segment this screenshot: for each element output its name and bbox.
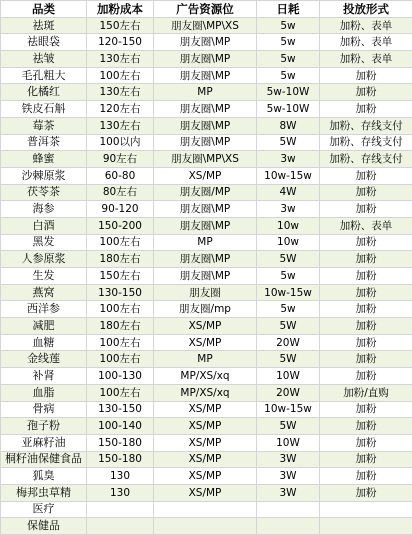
category-cell[interactable]: 西洋参 [1,301,87,318]
fan-cost-cell[interactable]: 100以内 [87,134,154,151]
category-cell[interactable]: 祛眼袋 [1,34,87,51]
ad-placement-cell[interactable]: XS/MP [154,434,257,451]
delivery-format-cell[interactable]: 加粉 [320,468,412,485]
table-body [1,17,412,534]
table-row [1,34,412,51]
table-row [1,484,412,501]
table-row [1,151,412,168]
delivery-format-cell[interactable]: 加粉 [320,318,412,335]
fan-cost-cell[interactable]: 150左右 [87,268,154,285]
daily-spend-cell[interactable]: 5w [257,67,320,84]
ad-placement-cell[interactable]: MP [154,234,257,251]
daily-spend-cell[interactable]: 5w-10W [257,101,320,118]
daily-spend-cell[interactable]: 3w [257,201,320,218]
delivery-format-cell[interactable]: 加粉 [320,418,412,435]
ad-placement-cell[interactable]: 朋友圈\MP [154,134,257,151]
ad-placement-cell[interactable]: 朋友圈\MP [154,51,257,68]
daily-spend-cell[interactable]: 3W [257,484,320,501]
ad-placement-cell[interactable]: XS/MP [154,401,257,418]
table-row [1,201,412,218]
category-cell[interactable]: 保健品 [1,518,87,535]
ad-placement-cell[interactable]: MP/XS/xq [154,384,257,401]
delivery-format-cell[interactable]: 加粉 [320,184,412,201]
fan-cost-cell[interactable]: 130左右 [87,51,154,68]
ad-placement-cell[interactable] [154,501,257,518]
ad-placement-cell[interactable]: 朋友圈\MP [154,251,257,268]
category-cell[interactable]: 祛皱 [1,51,87,68]
ad-placement-cell[interactable]: MP [154,84,257,101]
header-delivery-format[interactable]: 投放形式 [320,1,412,18]
daily-spend-cell[interactable]: 20W [257,334,320,351]
delivery-format-cell[interactable]: 加粉 [320,67,412,84]
table-row [1,301,412,318]
category-cell[interactable]: 补肾 [1,368,87,385]
daily-spend-cell[interactable]: 5W [257,251,320,268]
category-cell[interactable]: 血脂 [1,384,87,401]
daily-spend-cell[interactable]: 10W [257,368,320,385]
table-row [1,518,412,535]
delivery-format-cell[interactable]: 加粉 [320,284,412,301]
table-row [1,501,412,518]
daily-spend-cell[interactable]: 20W [257,384,320,401]
category-cell[interactable]: 人参原浆 [1,251,87,268]
daily-spend-cell[interactable]: 5w [257,268,320,285]
delivery-format-cell[interactable]: 加粉 [320,451,412,468]
table-row [1,17,412,34]
category-cell[interactable]: 骨病 [1,401,87,418]
delivery-format-cell[interactable]: 加粉、表单 [320,217,412,234]
table-row [1,117,412,134]
fan-cost-cell[interactable]: 180左右 [87,251,154,268]
fan-cost-cell[interactable]: 130 [87,484,154,501]
delivery-format-cell[interactable]: 加粉、表单 [320,34,412,51]
ad-placement-cell[interactable]: 朋友圈\MP [154,34,257,51]
delivery-format-cell[interactable]: 加粉 [320,84,412,101]
table-row [1,217,412,234]
delivery-format-cell[interactable]: 加粉 [320,368,412,385]
daily-spend-cell[interactable]: 4W [257,184,320,201]
ad-placement-cell[interactable]: XS/MP [154,318,257,335]
daily-spend-cell[interactable]: 3w [257,151,320,168]
ad-placement-cell[interactable]: 朋友圈 [154,284,257,301]
table-row [1,318,412,335]
fan-cost-cell[interactable] [87,501,154,518]
daily-spend-cell[interactable]: 8W [257,117,320,134]
fan-cost-cell[interactable]: 60-80 [87,167,154,184]
fan-cost-cell[interactable]: 100左右 [87,234,154,251]
ad-placement-cell[interactable]: 朋友圈\MP\XS [154,151,257,168]
delivery-format-cell[interactable] [320,518,412,535]
daily-spend-cell[interactable]: 10W [257,434,320,451]
category-cell[interactable]: 白酒 [1,217,87,234]
table-row [1,384,412,401]
daily-spend-cell[interactable]: 5W [257,318,320,335]
header-ad-placement[interactable]: 广告资源位 [154,1,257,18]
table-row [1,101,412,118]
delivery-format-cell[interactable]: 加粉 [320,201,412,218]
fan-cost-cell[interactable]: 130左右 [87,117,154,134]
ad-placement-cell[interactable]: 朋友圈/MP [154,184,257,201]
category-cell[interactable]: 狐臭 [1,468,87,485]
table-row [1,468,412,485]
table-row [1,251,412,268]
ad-placement-cell[interactable]: XS/MP [154,451,257,468]
delivery-format-cell[interactable]: 加粉、表单 [320,51,412,68]
fan-cost-cell[interactable]: 100-130 [87,368,154,385]
table-row [1,184,412,201]
delivery-format-cell[interactable]: 加粉 [320,301,412,318]
ad-placement-cell[interactable]: 朋友圈\MP [154,268,257,285]
fan-cost-cell[interactable]: 130-150 [87,284,154,301]
table-row [1,284,412,301]
fan-cost-cell[interactable]: 150左右 [87,17,154,34]
ad-placement-cell[interactable]: 朋友圈\MP [154,101,257,118]
delivery-format-cell[interactable]: 加粉/直购 [320,384,412,401]
fan-cost-cell[interactable]: 100左右 [87,301,154,318]
delivery-format-cell[interactable]: 加粉 [320,234,412,251]
header-row [1,1,412,18]
delivery-format-cell[interactable]: 加粉、存线支付 [320,117,412,134]
daily-spend-cell[interactable] [257,501,320,518]
category-cell[interactable]: 孢子粉 [1,418,87,435]
category-cell[interactable]: 茯苓茶 [1,184,87,201]
table-row [1,268,412,285]
delivery-format-cell[interactable]: 加粉 [320,484,412,501]
category-cell[interactable]: 燕窝 [1,284,87,301]
table-row [1,401,412,418]
daily-spend-cell[interactable]: 5w [257,51,320,68]
daily-spend-cell[interactable]: 5W [257,418,320,435]
daily-spend-cell[interactable]: 3W [257,451,320,468]
ad-placement-cell[interactable]: XS/MP [154,484,257,501]
delivery-format-cell[interactable]: 加粉 [320,268,412,285]
delivery-format-cell[interactable]: 加粉 [320,434,412,451]
table-row [1,434,412,451]
fan-cost-cell[interactable]: 130左右 [87,84,154,101]
table-row [1,167,412,184]
fan-cost-cell[interactable]: 100左右 [87,67,154,84]
ad-placement-cell[interactable]: XS/MP [154,167,257,184]
table-row [1,234,412,251]
fan-cost-cell[interactable]: 100左右 [87,384,154,401]
fan-cost-cell[interactable]: 150-180 [87,451,154,468]
category-cell[interactable]: 祛斑 [1,17,87,34]
ad-placement-cell[interactable]: 朋友圈\MP\XS [154,17,257,34]
delivery-format-cell[interactable]: 加粉、存线支付 [320,151,412,168]
fan-cost-cell[interactable]: 100-140 [87,418,154,435]
daily-spend-cell[interactable]: 10w [257,217,320,234]
daily-spend-cell[interactable]: 5w [257,17,320,34]
header-category[interactable]: 品类 [1,1,87,18]
category-cell[interactable]: 生发 [1,268,87,285]
fan-cost-cell[interactable]: 80左右 [87,184,154,201]
delivery-format-cell[interactable]: 加粉 [320,334,412,351]
ad-placement-cell[interactable]: 朋友圈\MP [154,117,257,134]
category-cell[interactable]: 普洱茶 [1,134,87,151]
daily-spend-cell[interactable]: 5w-10W [257,84,320,101]
ad-placement-cell[interactable]: XS/MP [154,468,257,485]
fan-cost-cell[interactable]: 120-150 [87,34,154,51]
fan-cost-cell[interactable]: 130 [87,468,154,485]
table-row [1,451,412,468]
ad-placement-cell[interactable] [154,518,257,535]
fan-cost-cell[interactable]: 100左右 [87,351,154,368]
daily-spend-cell[interactable]: 5W [257,134,320,151]
daily-spend-cell[interactable]: 5W [257,351,320,368]
ad-placement-cell[interactable]: XS/MP [154,334,257,351]
category-cell[interactable]: 铁皮石斛 [1,101,87,118]
delivery-format-cell[interactable]: 加粉 [320,251,412,268]
header-daily-spend[interactable]: 日耗 [257,1,320,18]
delivery-format-cell[interactable]: 加粉、存线支付 [320,134,412,151]
delivery-format-cell[interactable]: 加粉 [320,167,412,184]
category-cell[interactable]: 莓茶 [1,117,87,134]
table-row [1,67,412,84]
table-row [1,368,412,385]
ad-placement-cell[interactable]: 朋友圈\MP [154,201,257,218]
table-row [1,418,412,435]
table-row [1,334,412,351]
category-cell[interactable]: 黑发 [1,234,87,251]
table-row [1,84,412,101]
daily-spend-cell[interactable]: 10w-15w [257,401,320,418]
fan-cost-cell[interactable]: 150-200 [87,217,154,234]
daily-spend-cell[interactable]: 5w [257,34,320,51]
ad-placement-cell[interactable]: MP [154,351,257,368]
delivery-format-cell[interactable]: 加粉 [320,101,412,118]
daily-spend-cell[interactable]: 10w-15w [257,167,320,184]
ad-placement-cell[interactable]: MP/XS/xq [154,368,257,385]
category-cell[interactable]: 亚麻籽油 [1,434,87,451]
category-cell[interactable]: 减肥 [1,318,87,335]
daily-spend-cell[interactable]: 10w-15w [257,284,320,301]
fan-cost-cell[interactable]: 120左右 [87,101,154,118]
header-fan-cost[interactable]: 加粉成本 [87,1,154,18]
table-row [1,351,412,368]
fan-cost-cell[interactable]: 90-120 [87,201,154,218]
daily-spend-cell[interactable]: 5w [257,301,320,318]
daily-spend-cell[interactable]: 10w [257,234,320,251]
fan-cost-cell[interactable]: 100左右 [87,334,154,351]
delivery-format-cell[interactable]: 加粉 [320,351,412,368]
category-cell[interactable]: 医疗 [1,501,87,518]
category-cell[interactable]: 金线莲 [1,351,87,368]
category-cell[interactable]: 血糖 [1,334,87,351]
fan-cost-cell[interactable]: 150-180 [87,434,154,451]
category-cell[interactable]: 桐籽油保健食品 [1,451,87,468]
category-cell[interactable]: 化橘红 [1,84,87,101]
ad-placement-cell[interactable]: 朋友圈\MP [154,67,257,84]
fan-cost-cell[interactable]: 180左右 [87,318,154,335]
delivery-format-cell[interactable] [320,501,412,518]
category-cell[interactable]: 海参 [1,201,87,218]
table-row [1,51,412,68]
delivery-format-cell[interactable]: 加粉 [320,401,412,418]
fan-cost-cell[interactable] [87,518,154,535]
daily-spend-cell[interactable] [257,518,320,535]
daily-spend-cell[interactable]: 3W [257,468,320,485]
ad-placement-cell[interactable]: 朋友圈/mp [154,301,257,318]
fan-cost-cell[interactable]: 130-150 [87,401,154,418]
ad-placement-cell[interactable]: XS/MP [154,418,257,435]
delivery-format-cell[interactable]: 加粉、表单 [320,17,412,34]
category-cell[interactable]: 毛孔粗大 [1,67,87,84]
table-row [1,134,412,151]
ad-placement-cell[interactable]: 朋友圈\MP [154,217,257,234]
fan-cost-cell[interactable]: 90左右 [87,151,154,168]
category-cell[interactable]: 蜂蜜 [1,151,87,168]
category-cell[interactable]: 梅邦虫草精 [1,484,87,501]
category-cell[interactable]: 沙棘原浆 [1,167,87,184]
